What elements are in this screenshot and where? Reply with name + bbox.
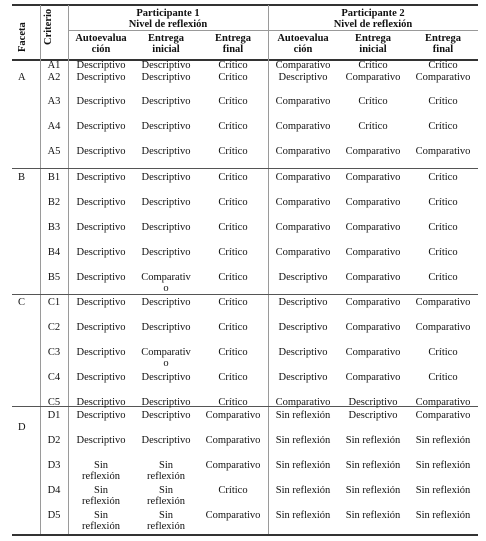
reflection-level-cell: Descriptivo: [76, 222, 126, 233]
reflection-level-cell: Descriptivo: [141, 322, 191, 333]
reflection-level-cell: Descriptivo: [141, 372, 191, 383]
reflection-level-cell: Descriptivo: [141, 297, 191, 308]
reflection-level-cell: Descriptivo: [348, 397, 398, 408]
reflection-level-cell: Descriptivo: [76, 435, 126, 446]
criterio-cell: C5: [47, 397, 61, 408]
reflection-level-cell: Crítico: [428, 96, 458, 107]
reflection-level-cell: Crítico: [358, 121, 388, 132]
criterio-cell: D1: [47, 410, 61, 421]
reflection-level-cell: Descriptivo: [141, 96, 191, 107]
reflection-level-cell: Crítico: [218, 372, 248, 383]
reflection-level-cell: Comparativ o: [141, 347, 191, 369]
reflection-level-cell: Sin reflexión: [275, 460, 331, 471]
col-entrega-final-2-l1: Entrega: [425, 33, 461, 44]
reflection-level-cell: Sin reflexión: [82, 460, 120, 482]
reflection-level-cell: Descriptivo: [278, 322, 328, 333]
criterio-cell: C1: [47, 297, 61, 308]
participant-2-subtitle: Nivel de reflexión: [333, 19, 413, 30]
group-rule-b-c: [12, 294, 478, 295]
reflection-level-cell: Comparativo: [275, 60, 331, 71]
reflection-level-cell: Comparativo: [345, 272, 401, 283]
reflection-level-cell: Comparativo: [415, 297, 471, 308]
reflection-level-cell: Crítico: [428, 347, 458, 358]
col-entrega-final-1-l1: Entrega: [215, 33, 251, 44]
col-divider-criterio: [68, 5, 69, 535]
criterio-cell: A4: [47, 121, 61, 132]
reflection-level-cell: Descriptivo: [278, 372, 328, 383]
reflection-level-cell: Comparativo: [275, 397, 331, 408]
criterio-cell: B1: [47, 172, 61, 183]
reflection-level-cell: Sin reflexión: [345, 460, 401, 471]
reflection-level-cell: Crítico: [428, 247, 458, 258]
col-autoevaluacion-1-l1: Autoevalua: [75, 33, 127, 44]
reflection-level-cell: Descriptivo: [76, 322, 126, 333]
reflection-level-cell: Sin reflexión: [275, 485, 331, 496]
reflection-level-cell: Descriptivo: [348, 410, 398, 421]
participant-1-subtitle: Nivel de reflexión: [128, 19, 208, 30]
reflection-level-cell: Sin reflexión: [415, 435, 471, 446]
criterio-header: Criterio: [43, 8, 54, 45]
reflection-level-cell: Sin reflexión: [82, 510, 120, 532]
criterio-cell: D2: [47, 435, 61, 446]
col-entrega-inicial-2-l1: Entrega: [355, 33, 391, 44]
group-rule-a-b: [12, 168, 478, 169]
reflection-level-cell: Crítico: [428, 197, 458, 208]
criterio-cell: A5: [47, 146, 61, 157]
reflection-level-cell: Descriptivo: [141, 197, 191, 208]
col-autoevaluacion-2-l1: Autoevalua: [277, 33, 329, 44]
reflection-level-cell: Crítico: [218, 146, 248, 157]
reflection-level-cell: Descriptivo: [76, 410, 126, 421]
reflection-level-cell: Comparativo: [275, 197, 331, 208]
reflection-level-cell: Crítico: [358, 60, 388, 71]
reflection-level-cell: Crítico: [218, 322, 248, 333]
reflection-level-cell: Crítico: [218, 297, 248, 308]
reflection-level-cell: Sin reflexión: [345, 435, 401, 446]
criterio-cell: B2: [47, 197, 61, 208]
reflection-level-cell: Crítico: [218, 72, 248, 83]
reflection-level-cell: Sin reflexión: [345, 485, 401, 496]
reflection-level-cell: Comparativo: [415, 322, 471, 333]
reflection-level-cell: Sin reflexión: [147, 485, 185, 507]
criterio-cell: D4: [47, 485, 61, 496]
reflection-level-cell: Comparativo: [415, 410, 471, 421]
reflection-level-cell: Crítico: [428, 272, 458, 283]
reflection-level-cell: Descriptivo: [278, 347, 328, 358]
reflection-level-cell: Crítico: [218, 121, 248, 132]
reflection-level-cell: Comparativo: [345, 172, 401, 183]
criterio-cell: B4: [47, 247, 61, 258]
reflection-level-cell: Comparativo: [275, 247, 331, 258]
reflection-level-cell: Descriptivo: [76, 247, 126, 258]
reflection-level-cell: Crítico: [218, 60, 248, 71]
reflection-level-cell: Descriptivo: [141, 121, 191, 132]
reflection-level-cell: Descriptivo: [141, 247, 191, 258]
reflection-level-cell: Crítico: [218, 197, 248, 208]
reflection-level-cell: Descriptivo: [141, 60, 191, 71]
reflection-level-cell: Descriptivo: [76, 397, 126, 408]
reflection-level-cell: Comparativo: [345, 197, 401, 208]
col-entrega-final-1-l2: final: [222, 44, 244, 55]
reflection-level-cell: Descriptivo: [141, 435, 191, 446]
col-divider-participants: [268, 5, 269, 535]
reflection-level-cell: Descriptivo: [76, 72, 126, 83]
reflection-level-cell: Crítico: [428, 121, 458, 132]
reflection-level-cell: Descriptivo: [141, 222, 191, 233]
reflection-level-cell: Sin reflexión: [147, 460, 185, 482]
criterio-cell: D3: [47, 460, 61, 471]
criterio-cell: C4: [47, 372, 61, 383]
reflection-level-cell: Comparativo: [345, 247, 401, 258]
participant-2-title: Participante 2: [341, 8, 405, 19]
reflection-level-cell: Crítico: [428, 222, 458, 233]
col-autoevaluacion-1-l2: ción: [91, 44, 111, 55]
reflection-level-cell: Comparativo: [345, 72, 401, 83]
reflection-level-cell: Crítico: [218, 247, 248, 258]
col-autoevaluacion-2-l2: ción: [293, 44, 313, 55]
reflection-level-cell: Comparativo: [345, 347, 401, 358]
reflection-level-cell: Comparativo: [205, 460, 261, 471]
reflection-level-cell: Sin reflexión: [275, 510, 331, 521]
facet-label: D: [18, 422, 26, 433]
reflection-level-cell: Comparativo: [275, 121, 331, 132]
reflection-level-cell: Crítico: [218, 96, 248, 107]
col-entrega-inicial-1-l2: inicial: [152, 44, 180, 55]
criterio-cell: A2: [47, 72, 61, 83]
reflection-level-cell: Descriptivo: [141, 72, 191, 83]
reflection-level-cell: Descriptivo: [141, 172, 191, 183]
reflection-level-cell: Descriptivo: [278, 72, 328, 83]
criterio-cell: D5: [47, 510, 61, 521]
reflection-level-cell: Descriptivo: [76, 60, 126, 71]
reflection-level-cell: Sin reflexión: [415, 510, 471, 521]
reflection-level-cell: Descriptivo: [278, 297, 328, 308]
reflection-level-cell: Crítico: [358, 96, 388, 107]
reflection-level-cell: Descriptivo: [76, 272, 126, 283]
reflection-level-cell: Crítico: [428, 60, 458, 71]
reflection-level-cell: Sin reflexión: [415, 485, 471, 496]
reflection-level-cell: Crítico: [428, 172, 458, 183]
reflection-level-cell: Comparativo: [275, 222, 331, 233]
reflection-level-cell: Comparativo: [345, 297, 401, 308]
facet-label: A: [18, 72, 26, 83]
reflection-level-cell: Descriptivo: [76, 347, 126, 358]
reflection-level-cell: Descriptivo: [278, 272, 328, 283]
reflection-level-cell: Descriptivo: [76, 172, 126, 183]
reflection-level-cell: Crítico: [218, 222, 248, 233]
reflection-level-cell: Crítico: [218, 272, 248, 283]
criterio-cell: C3: [47, 347, 61, 358]
criterio-cell: A1: [47, 60, 61, 71]
col-entrega-final-2-l2: final: [432, 44, 454, 55]
reflection-level-cell: Descriptivo: [141, 397, 191, 408]
reflection-level-cell: Crítico: [218, 347, 248, 358]
reflection-level-cell: Descriptivo: [76, 96, 126, 107]
criterio-cell: B3: [47, 222, 61, 233]
reflection-level-cell: Sin reflexión: [147, 510, 185, 532]
reflection-level-cell: Descriptivo: [76, 372, 126, 383]
reflection-level-cell: Descriptivo: [141, 146, 191, 157]
reflection-level-cell: Comparativo: [415, 72, 471, 83]
reflection-level-cell: Comparativo: [345, 222, 401, 233]
reflection-level-cell: Sin reflexión: [275, 435, 331, 446]
facet-label: C: [18, 297, 26, 308]
reflection-level-cell: Comparativ o: [141, 272, 191, 294]
reflection-level-cell: Comparativo: [205, 435, 261, 446]
table-top-rule: [12, 4, 478, 6]
reflection-level-cell: Crítico: [218, 485, 248, 496]
reflection-level-cell: Crítico: [218, 397, 248, 408]
col-divider-facet: [40, 5, 41, 535]
reflection-level-cell: Comparativo: [345, 372, 401, 383]
reflection-level-cell: Comparativo: [345, 322, 401, 333]
reflection-level-cell: Comparativo: [275, 172, 331, 183]
participant-1-title: Participante 1: [136, 8, 200, 19]
facet-label: B: [18, 172, 26, 183]
faceta-header: Faceta: [17, 22, 28, 52]
reflection-level-cell: Comparativo: [205, 410, 261, 421]
reflection-level-cell: Crítico: [428, 372, 458, 383]
criterio-cell: C2: [47, 322, 61, 333]
reflection-level-cell: Crítico: [218, 172, 248, 183]
reflection-level-cell: Descriptivo: [141, 410, 191, 421]
table-bottom-rule: [12, 534, 478, 536]
reflection-level-cell: Comparativo: [415, 146, 471, 157]
reflection-level-cell: Descriptivo: [76, 197, 126, 208]
reflection-level-cell: Sin reflexión: [275, 410, 331, 421]
reflection-level-cell: Comparativo: [415, 397, 471, 408]
reflection-level-cell: Descriptivo: [76, 297, 126, 308]
reflection-level-cell: Comparativo: [275, 146, 331, 157]
reflection-level-cell: Sin reflexión: [415, 460, 471, 471]
reflection-level-cell: Descriptivo: [76, 146, 126, 157]
reflection-level-cell: Descriptivo: [76, 121, 126, 132]
reflection-level-cell: Sin reflexión: [82, 485, 120, 507]
reflection-level-cell: Comparativo: [275, 96, 331, 107]
reflection-level-cell: Comparativo: [205, 510, 261, 521]
criterio-cell: B5: [47, 272, 61, 283]
reflection-level-cell: Comparativo: [345, 146, 401, 157]
col-entrega-inicial-2-l2: inicial: [359, 44, 387, 55]
col-entrega-inicial-1-l1: Entrega: [148, 33, 184, 44]
reflection-level-cell: Sin reflexión: [345, 510, 401, 521]
criterio-cell: A3: [47, 96, 61, 107]
